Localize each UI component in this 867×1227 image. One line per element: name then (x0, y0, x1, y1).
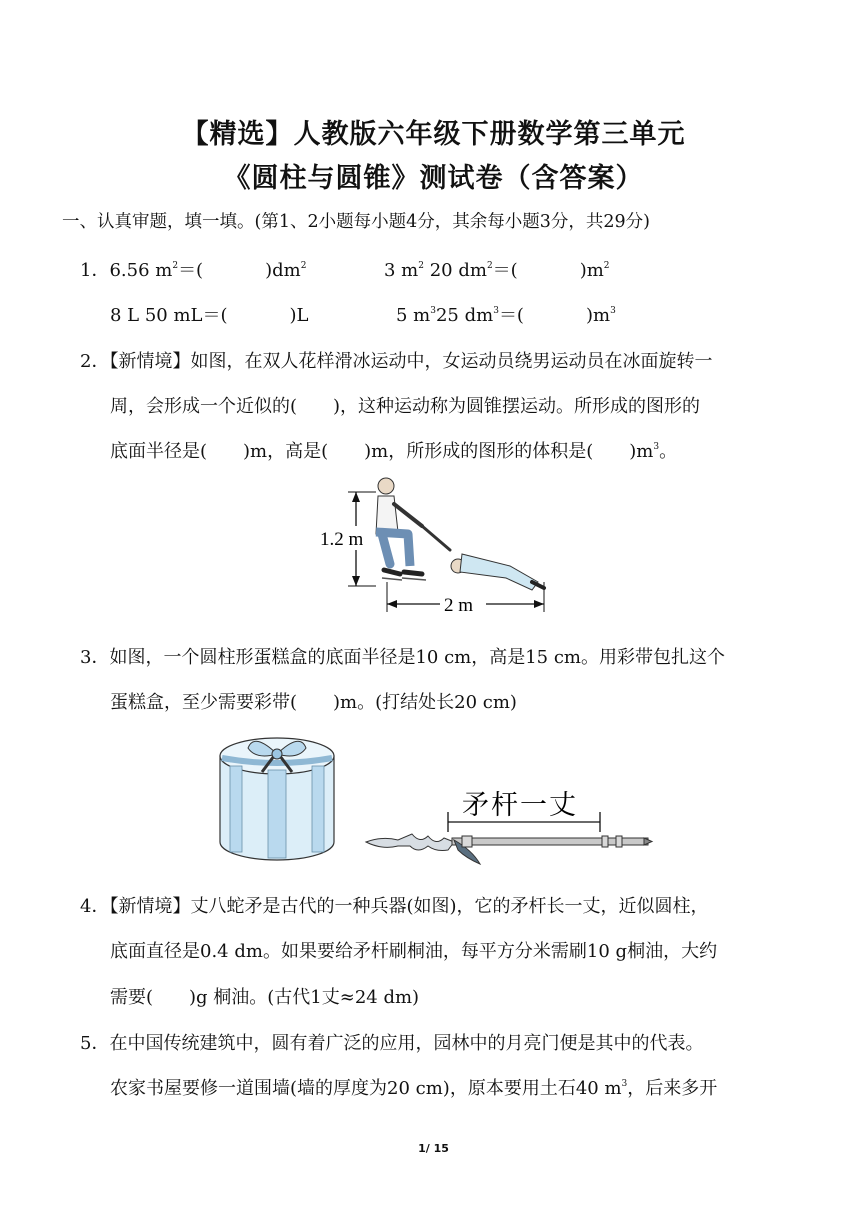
document-title-line1: 【精选】人教版六年级下册数学第三单元 (181, 119, 686, 150)
question-4-line2: 底面直径是0.4 dm。如果要给矛杆刷桐油，每平方分米需刷10 g桐油，大约 (110, 941, 718, 962)
spear-label: 矛杆一丈 (462, 790, 578, 821)
question-2-line3: 底面半径是( )m，高是( )m，所形成的图形的体积是( )$m^3$。 (110, 441, 678, 462)
female-skater-drawing (422, 526, 544, 590)
document-title-line2: 《圆柱与圆锥》测试卷（含答案） (223, 163, 644, 194)
question-5-line1: 5．在中国传统建筑中，圆有着广泛的应用，园林中的月亮门便是其中的代表。 (80, 1033, 704, 1054)
question-2-line1: 2．【新情境】如图，在双人花样滑冰运动中，女运动员绕男运动员在冰面旋转一 (80, 351, 713, 372)
height-label: 1.2 m (320, 529, 364, 550)
question-3-line2: 蛋糕盒，至少需要彩带( )m。(打结处长20 cm) (110, 692, 517, 713)
question-1-part-c: 8 L 50 mL＝( )L (110, 305, 309, 326)
spear-figure (362, 780, 654, 872)
question-number: 1． (80, 260, 110, 281)
skating-figure (310, 474, 560, 622)
section-heading: 一、认真审题，填一填。(第1、2小题每小题4分，其余每小题3分，共29分) (62, 212, 650, 232)
question-4-line1: 4．【新情境】丈八蛇矛是古代的一种兵器(如图)，它的矛杆长一丈，近似圆柱， (80, 896, 709, 917)
male-skater-drawing (376, 478, 426, 580)
question-3-line1: 3．如图，一个圆柱形蛋糕盒的底面半径是10 cm，高是15 cm。用彩带包扎这个 (80, 647, 725, 668)
question-1-part-b: 3 $m^2$ 20 $dm^2=$( )$m^2$ (384, 260, 610, 281)
question-1-row1: 1．6.56 $m^2=$( )$dm^2$ (80, 260, 307, 281)
width-label: 2 m (444, 595, 474, 616)
cake-box-figure (212, 730, 342, 870)
spear-drawing (366, 834, 652, 864)
question-2-line2: 周，会形成一个近似的( )，这种运动称为圆锥摆运动。所形成的图形的 (110, 396, 701, 417)
question-5-line2: 农家书屋要修一道围墙(墙的厚度为20 cm)，原本要用土石40 $m^3$，后来多开 (110, 1078, 718, 1099)
page-number: 1/ 15 (418, 1142, 449, 1155)
question-1-part-d: 5 $m^325$ $dm^3=$( )$m^3$ (396, 305, 616, 326)
question-4-line3: 需要( )g 桐油。(古代1丈≈24 dm) (110, 987, 420, 1008)
